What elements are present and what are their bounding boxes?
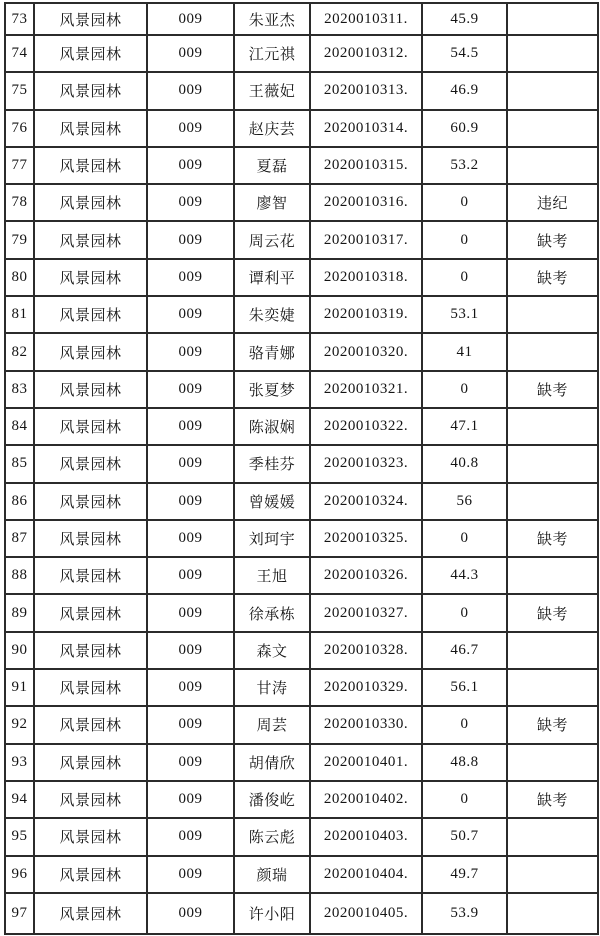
cell-ticket: 2020010321.	[310, 371, 422, 408]
table-row	[5, 371, 598, 408]
cell-code: 009	[147, 3, 234, 35]
table-row	[5, 221, 598, 258]
cell-major: 风景园林	[34, 483, 147, 520]
cell-major: 风景园林	[34, 818, 147, 855]
table-row	[5, 744, 598, 781]
cell-name: 森文	[234, 632, 310, 669]
cell-major: 风景园林	[34, 184, 147, 221]
cell-name: 季桂芬	[234, 445, 310, 482]
cell-note	[507, 72, 598, 109]
cell-no: 82	[5, 333, 34, 370]
cell-score: 50.7	[422, 818, 507, 855]
cell-no: 79	[5, 221, 34, 258]
cell-code: 009	[147, 818, 234, 855]
cell-major: 风景园林	[34, 35, 147, 72]
cell-note	[507, 35, 598, 72]
cell-ticket: 2020010329.	[310, 669, 422, 706]
cell-ticket: 2020010404.	[310, 856, 422, 893]
table-row	[5, 893, 598, 934]
cell-no: 93	[5, 744, 34, 781]
table-row	[5, 184, 598, 221]
cell-no: 90	[5, 632, 34, 669]
cell-no: 94	[5, 781, 34, 818]
cell-name: 陈云彪	[234, 818, 310, 855]
cell-note: 缺考	[507, 371, 598, 408]
cell-score: 54.5	[422, 35, 507, 72]
cell-name: 刘珂宇	[234, 520, 310, 557]
cell-major: 风景园林	[34, 744, 147, 781]
cell-score: 40.8	[422, 445, 507, 482]
cell-code: 009	[147, 110, 234, 147]
cell-ticket: 2020010319.	[310, 296, 422, 333]
cell-no: 80	[5, 259, 34, 296]
cell-ticket: 2020010313.	[310, 72, 422, 109]
cell-note	[507, 110, 598, 147]
cell-name: 夏磊	[234, 147, 310, 184]
cell-ticket: 2020010326.	[310, 557, 422, 594]
cell-code: 009	[147, 594, 234, 631]
cell-code: 009	[147, 371, 234, 408]
cell-name: 潘俊屹	[234, 781, 310, 818]
table-row	[5, 259, 598, 296]
table-row	[5, 818, 598, 855]
cell-name: 廖智	[234, 184, 310, 221]
cell-code: 009	[147, 483, 234, 520]
cell-no: 87	[5, 520, 34, 557]
cell-note	[507, 632, 598, 669]
cell-no: 77	[5, 147, 34, 184]
cell-code: 009	[147, 147, 234, 184]
cell-note	[507, 483, 598, 520]
cell-name: 徐承栋	[234, 594, 310, 631]
cell-major: 风景园林	[34, 110, 147, 147]
cell-score: 49.7	[422, 856, 507, 893]
cell-note: 缺考	[507, 594, 598, 631]
cell-code: 009	[147, 744, 234, 781]
cell-name: 许小阳	[234, 893, 310, 934]
cell-code: 009	[147, 184, 234, 221]
table-row	[5, 408, 598, 445]
cell-name: 周云花	[234, 221, 310, 258]
table-row	[5, 296, 598, 333]
cell-score: 0	[422, 259, 507, 296]
cell-no: 92	[5, 706, 34, 743]
cell-note: 缺考	[507, 520, 598, 557]
cell-ticket: 2020010311.	[310, 3, 422, 35]
cell-code: 009	[147, 781, 234, 818]
cell-code: 009	[147, 520, 234, 557]
cell-note	[507, 3, 598, 35]
cell-note	[507, 147, 598, 184]
cell-no: 89	[5, 594, 34, 631]
cell-code: 009	[147, 408, 234, 445]
cell-major: 风景园林	[34, 781, 147, 818]
cell-ticket: 2020010323.	[310, 445, 422, 482]
table-row	[5, 483, 598, 520]
cell-code: 009	[147, 333, 234, 370]
cell-ticket: 2020010328.	[310, 632, 422, 669]
cell-name: 谭利平	[234, 259, 310, 296]
cell-ticket: 2020010318.	[310, 259, 422, 296]
table-row	[5, 594, 598, 631]
cell-major: 风景园林	[34, 445, 147, 482]
cell-score: 60.9	[422, 110, 507, 147]
cell-name: 骆青娜	[234, 333, 310, 370]
cell-no: 75	[5, 72, 34, 109]
cell-major: 风景园林	[34, 3, 147, 35]
cell-note	[507, 744, 598, 781]
table-row	[5, 147, 598, 184]
cell-code: 009	[147, 632, 234, 669]
cell-major: 风景园林	[34, 893, 147, 934]
cell-no: 86	[5, 483, 34, 520]
cell-score: 0	[422, 520, 507, 557]
cell-note: 缺考	[507, 221, 598, 258]
table-row	[5, 781, 598, 818]
cell-name: 朱亚杰	[234, 3, 310, 35]
cell-score: 0	[422, 781, 507, 818]
cell-ticket: 2020010322.	[310, 408, 422, 445]
cell-name: 张夏梦	[234, 371, 310, 408]
cell-name: 江元祺	[234, 35, 310, 72]
cell-note	[507, 445, 598, 482]
table-row	[5, 3, 598, 35]
cell-major: 风景园林	[34, 147, 147, 184]
cell-code: 009	[147, 706, 234, 743]
cell-ticket: 2020010401.	[310, 744, 422, 781]
cell-ticket: 2020010314.	[310, 110, 422, 147]
cell-ticket: 2020010315.	[310, 147, 422, 184]
cell-score: 45.9	[422, 3, 507, 35]
cell-major: 风景园林	[34, 856, 147, 893]
cell-note	[507, 856, 598, 893]
cell-score: 53.2	[422, 147, 507, 184]
cell-note	[507, 893, 598, 934]
cell-note: 违纪	[507, 184, 598, 221]
cell-ticket: 2020010320.	[310, 333, 422, 370]
cell-ticket: 2020010325.	[310, 520, 422, 557]
cell-code: 009	[147, 669, 234, 706]
cell-no: 88	[5, 557, 34, 594]
table-row	[5, 706, 598, 743]
table-row	[5, 856, 598, 893]
cell-note	[507, 408, 598, 445]
cell-ticket: 2020010405.	[310, 893, 422, 934]
cell-no: 95	[5, 818, 34, 855]
cell-major: 风景园林	[34, 72, 147, 109]
cell-no: 83	[5, 371, 34, 408]
cell-score: 48.8	[422, 744, 507, 781]
cell-code: 009	[147, 557, 234, 594]
cell-no: 85	[5, 445, 34, 482]
table-row	[5, 557, 598, 594]
cell-note	[507, 333, 598, 370]
cell-major: 风景园林	[34, 632, 147, 669]
cell-code: 009	[147, 35, 234, 72]
cell-name: 曾媛媛	[234, 483, 310, 520]
cell-score: 0	[422, 184, 507, 221]
cell-note: 缺考	[507, 259, 598, 296]
cell-major: 风景园林	[34, 669, 147, 706]
cell-code: 009	[147, 72, 234, 109]
cell-score: 47.1	[422, 408, 507, 445]
cell-score: 46.9	[422, 72, 507, 109]
table-row	[5, 110, 598, 147]
cell-name: 颜瑞	[234, 856, 310, 893]
cell-note: 缺考	[507, 781, 598, 818]
cell-note	[507, 669, 598, 706]
table-row	[5, 72, 598, 109]
cell-name: 周芸	[234, 706, 310, 743]
cell-score: 41	[422, 333, 507, 370]
cell-no: 73	[5, 3, 34, 35]
exam-score-table	[4, 2, 599, 935]
cell-code: 009	[147, 856, 234, 893]
cell-ticket: 2020010330.	[310, 706, 422, 743]
cell-major: 风景园林	[34, 408, 147, 445]
cell-score: 0	[422, 706, 507, 743]
cell-major: 风景园林	[34, 520, 147, 557]
cell-code: 009	[147, 893, 234, 934]
table-row	[5, 669, 598, 706]
cell-score: 46.7	[422, 632, 507, 669]
cell-no: 74	[5, 35, 34, 72]
table-row	[5, 445, 598, 482]
cell-note: 缺考	[507, 706, 598, 743]
cell-no: 96	[5, 856, 34, 893]
cell-code: 009	[147, 296, 234, 333]
cell-code: 009	[147, 221, 234, 258]
cell-major: 风景园林	[34, 594, 147, 631]
cell-score: 0	[422, 594, 507, 631]
cell-major: 风景园林	[34, 221, 147, 258]
cell-ticket: 2020010324.	[310, 483, 422, 520]
cell-ticket: 2020010327.	[310, 594, 422, 631]
cell-code: 009	[147, 445, 234, 482]
cell-no: 84	[5, 408, 34, 445]
cell-note	[507, 818, 598, 855]
cell-no: 76	[5, 110, 34, 147]
cell-major: 风景园林	[34, 371, 147, 408]
cell-ticket: 2020010317.	[310, 221, 422, 258]
cell-no: 97	[5, 893, 34, 934]
cell-major: 风景园林	[34, 259, 147, 296]
cell-ticket: 2020010403.	[310, 818, 422, 855]
cell-score: 56	[422, 483, 507, 520]
cell-name: 胡倩欣	[234, 744, 310, 781]
cell-note	[507, 296, 598, 333]
cell-name: 王薇妃	[234, 72, 310, 109]
cell-score: 53.1	[422, 296, 507, 333]
cell-major: 风景园林	[34, 333, 147, 370]
cell-name: 朱奕婕	[234, 296, 310, 333]
cell-ticket: 2020010316.	[310, 184, 422, 221]
cell-name: 陈淑娴	[234, 408, 310, 445]
cell-no: 81	[5, 296, 34, 333]
table-row	[5, 520, 598, 557]
cell-no: 91	[5, 669, 34, 706]
cell-score: 0	[422, 371, 507, 408]
cell-code: 009	[147, 259, 234, 296]
cell-name: 甘涛	[234, 669, 310, 706]
table-row	[5, 632, 598, 669]
cell-note	[507, 557, 598, 594]
cell-ticket: 2020010402.	[310, 781, 422, 818]
cell-score: 56.1	[422, 669, 507, 706]
table-row	[5, 333, 598, 370]
cell-name: 赵庆芸	[234, 110, 310, 147]
table-row	[5, 35, 598, 72]
cell-major: 风景园林	[34, 557, 147, 594]
cell-score: 44.3	[422, 557, 507, 594]
cell-score: 53.9	[422, 893, 507, 934]
cell-ticket: 2020010312.	[310, 35, 422, 72]
cell-major: 风景园林	[34, 296, 147, 333]
table-body	[5, 3, 598, 934]
cell-major: 风景园林	[34, 706, 147, 743]
cell-no: 78	[5, 184, 34, 221]
cell-score: 0	[422, 221, 507, 258]
cell-name: 王旭	[234, 557, 310, 594]
